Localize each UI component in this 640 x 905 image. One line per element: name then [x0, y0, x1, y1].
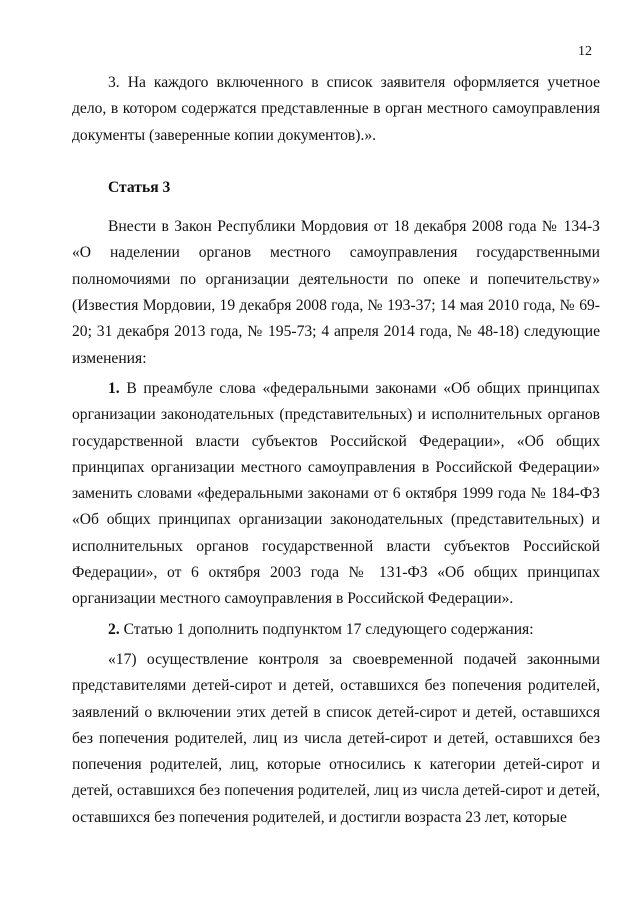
change-1-text: В преамбуле слова «федеральными законами «Об общих принципах организации законодательных (представительных) и исполнительных органов государственной власти субъектов Российской Федерации», «Об общих принципах организации местного самоуправления в Российской Федерации» заменить словами «федеральными законами от 6 октября 1999 года № 184-ФЗ «Об общих принципах организации законодательных (представительных) и исполнительных органов государственной власти субъектов Российской Федерации», от 6 октября 2003 года № 131-ФЗ «Об общих принципах организации местного самоуправления в Российской Федерации».	[72, 379, 600, 608]
paragraph-item-3: 3. На каждого включенного в список заявителя оформляется учетное дело, в котором содержатся представленные в орган местного самоуправления документы (заверенные копии документов).».	[72, 74, 600, 144]
change-2-number: 2.	[108, 620, 120, 638]
article-heading: Статья 3	[108, 178, 171, 196]
paragraph-change-2	[72, 617, 600, 643]
change-1-number: 1.	[108, 379, 120, 397]
paragraph-change-1	[72, 376, 600, 613]
change-2-text: Статью 1 дополнить подпунктом 17 следующего содержания:	[123, 620, 534, 638]
document-body	[72, 70, 600, 831]
page-number: 12	[578, 44, 592, 59]
paragraph-subitem-17: «17) осуществление контроля за своевременной подачей законными представителями детей-сирот и детей, оставшихся без попечения родителей, заявлений о включении этих детей в список детей-сирот и детей, оставшихся без попечения родителей, лиц из числа детей-сирот и детей, оставшихся без попечения родителей, лиц, которые относились к категории детей-сирот и детей, оставшихся без попечения родителей, лиц из числа детей-сирот и детей, оставшихся без попечения родителей, и достигли возраста 23 лет, которые	[72, 650, 600, 826]
paragraph-intro: Внести в Закон Республики Мордовия от 18 декабря 2008 года № 134-З «О наделении органов местного самоуправления государственными полномочиями по организации деятельности по опеке и попечительству» (Известия Мордовии, 19 декабря 2008 года, № 193-37; 14 мая 2010 года, № 69-20; 31 декабря 2013 года, № 195-73; 4 апреля 2014 года, № 48-18) следующие изменения:	[72, 218, 600, 367]
